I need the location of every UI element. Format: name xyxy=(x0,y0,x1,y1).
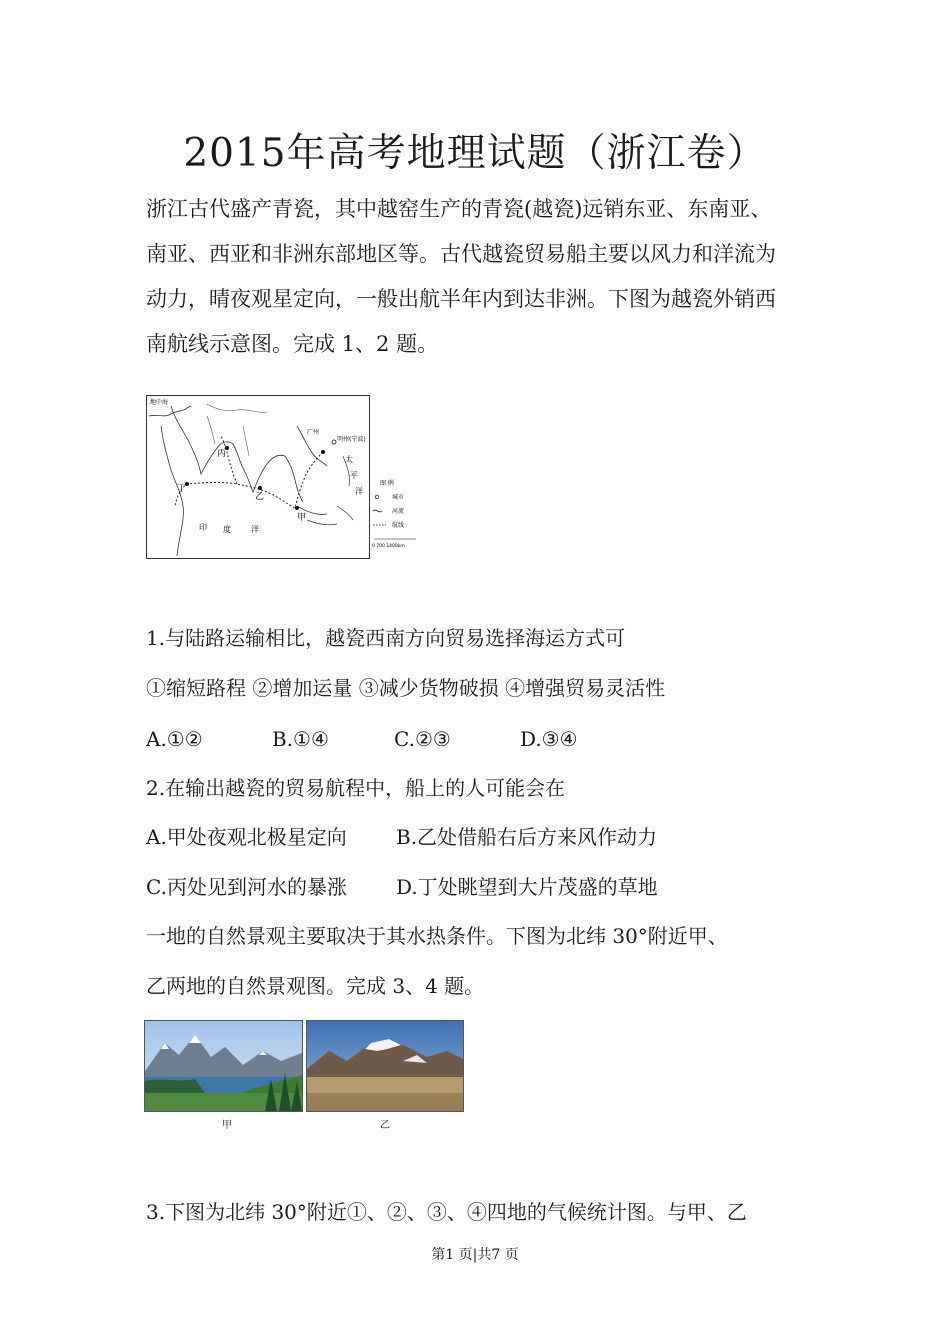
page-title: 2015年高考地理试题（浙江卷） xyxy=(183,131,767,176)
legend-route: 航线 xyxy=(392,522,405,529)
intro2-line-2: 乙两地的自然景观图。完成 3、4 题。 xyxy=(146,974,485,998)
map-label-bing: 丙 xyxy=(217,449,227,459)
q1-option-d[interactable]: D.③④ xyxy=(520,727,578,751)
legend-scale: 0 700 1400km xyxy=(372,544,405,549)
route-map xyxy=(146,395,370,559)
text-line: 南亚、西亚和非洲东部地区等。古代越瓷贸易船主要以风力和洋流为 xyxy=(146,242,776,266)
intro-paragraph-1 xyxy=(146,194,846,374)
q3-stem: 3.下图为北纬 30°附近①、②、③、④四地的气候统计图。与甲、乙 xyxy=(146,1200,747,1224)
q2-options-cd xyxy=(146,873,658,901)
text-line: 浙江古代盛产青瓷，其中越窑生产的青瓷(越瓷)远销东亚、东南亚、 xyxy=(146,197,772,221)
map-label-jia: 甲 xyxy=(297,513,307,523)
q1-options xyxy=(146,725,746,753)
q2-options-ab xyxy=(146,823,657,851)
q1-option-b[interactable]: B.①④ xyxy=(272,727,329,751)
q2-option-d[interactable]: D.丁处眺望到大片茂盛的草地 xyxy=(396,875,658,899)
map-label-indian-3: 洋 xyxy=(251,525,259,534)
legend-river-icon xyxy=(373,510,382,512)
map-legend xyxy=(372,475,432,555)
q2-option-b[interactable]: B.乙处借船右后方来风作动力 xyxy=(396,825,658,849)
legend-city-icon xyxy=(375,495,379,499)
map-label-pacific-3: 洋 xyxy=(355,487,363,496)
q2-option-c[interactable]: C.丙处见到河水的暴涨 xyxy=(146,875,347,899)
q2-option-a[interactable]: A.甲处夜观北极星定向 xyxy=(146,825,347,849)
legend-river: 河流 xyxy=(392,508,405,515)
map-label-pacific-1: 太 xyxy=(345,455,353,464)
route-map-drawing xyxy=(147,396,369,558)
map-label-mediterranean: 地中海 xyxy=(150,399,169,406)
legend-city: 城市 xyxy=(392,494,405,501)
landscape-photo-yi xyxy=(306,1020,464,1112)
plateau-image xyxy=(307,1021,463,1111)
q1-option-a[interactable]: A.①② xyxy=(146,727,203,751)
map-label-indian-1: 印 xyxy=(199,523,207,532)
map-label-ding: 丁 xyxy=(177,484,187,494)
map-label-mingzhou: 明州(宁波) xyxy=(337,436,366,443)
intro2-line-1: 一地的自然景观主要取决于其水热条件。下图为北纬 30°附近甲、 xyxy=(146,924,728,948)
landscape-photo-jia xyxy=(144,1020,303,1112)
map-label-yi: 乙 xyxy=(255,492,265,502)
legend-title: 图 例 xyxy=(380,480,394,487)
lake-mountain-image xyxy=(145,1021,302,1111)
q1-items: ①缩短路程 ②增加运量 ③减少货物破损 ④增强贸易灵活性 xyxy=(146,676,666,700)
map-label-guangzhou: 广州 xyxy=(307,429,320,436)
photo-caption-jia: 甲 xyxy=(222,1120,232,1131)
text-line: 南航线示意图。完成 1、2 题。 xyxy=(146,332,439,356)
text-line: 动力，晴夜观星定向，一般出航半年内到达非洲。下图为越瓷外销西 xyxy=(146,287,776,311)
map-label-pacific-2: 平 xyxy=(350,471,358,480)
legend-drawing xyxy=(372,475,432,555)
map-label-indian-2: 度 xyxy=(223,525,231,534)
q1-option-c[interactable]: C.②③ xyxy=(394,727,451,751)
q1-stem: 1.与陆路运输相比，越瓷西南方向贸易选择海运方式可 xyxy=(146,626,626,650)
page-footer: 第1 页|共7 页 xyxy=(431,1247,519,1263)
photo-caption-yi: 乙 xyxy=(380,1120,390,1131)
q2-stem: 2.在输出越瓷的贸易航程中，船上的人可能会在 xyxy=(146,776,566,800)
